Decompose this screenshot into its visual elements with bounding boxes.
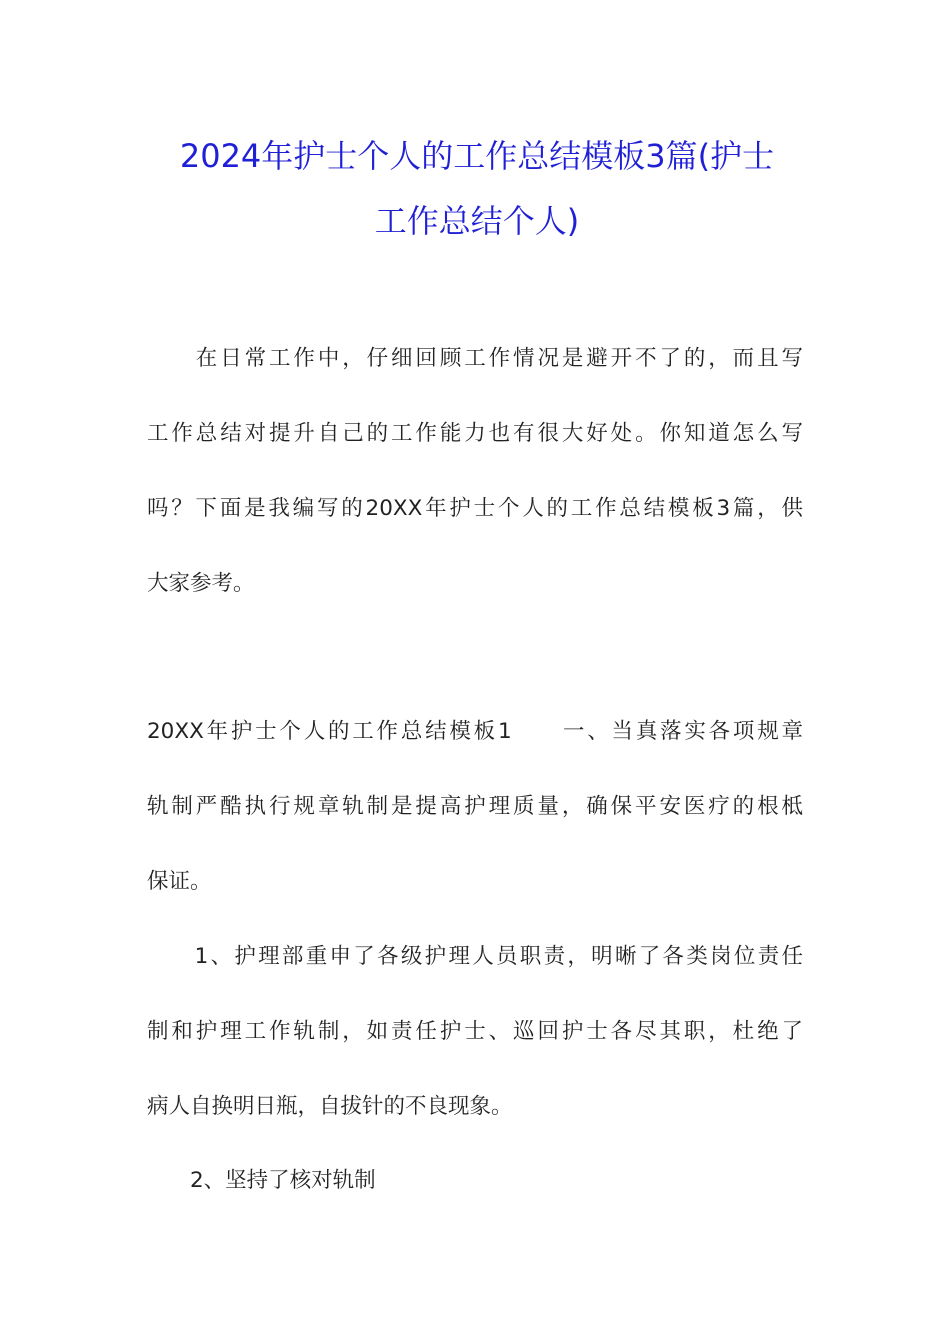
section-1-line-1: 20XX年护士个人的工作总结模板1 一、当真落实各项规章: [147, 719, 803, 744]
item-2-line-1: 2、坚持了核对轨制: [147, 1168, 376, 1193]
item-1-line-2: 制和护理工作轨制，如责任护士、巡回护士各尽其职，杜绝了: [147, 1019, 803, 1044]
intro-line-2: 工作总结对提升自己的工作能力也有很大好处。你知道怎么写: [147, 421, 803, 446]
document-title-line-2: 工作总结个人): [374, 202, 580, 240]
intro-line-3: 吗？下面是我编写的20XX年护士个人的工作总结模板3篇，供: [147, 496, 803, 521]
item-1-line-3: 病人自换明日瓶，自拔针的不良现象。: [147, 1094, 513, 1119]
section-1-line-2: 轨制严酷执行规章轨制是提高护理质量，确保平安医疗的根柢: [147, 794, 803, 819]
section-1-line-3: 保证。: [147, 869, 212, 894]
intro-line-4: 大家参考。: [147, 571, 255, 596]
item-1-line-1: 1、护理部重申了各级护理人员职责，明晰了各类岗位责任: [147, 944, 803, 969]
document-title-line-1: 2024年护士个人的工作总结模板3篇(护士: [179, 137, 775, 175]
intro-line-1: 在日常工作中，仔细回顾工作情况是避开不了的，而且写: [147, 346, 803, 371]
